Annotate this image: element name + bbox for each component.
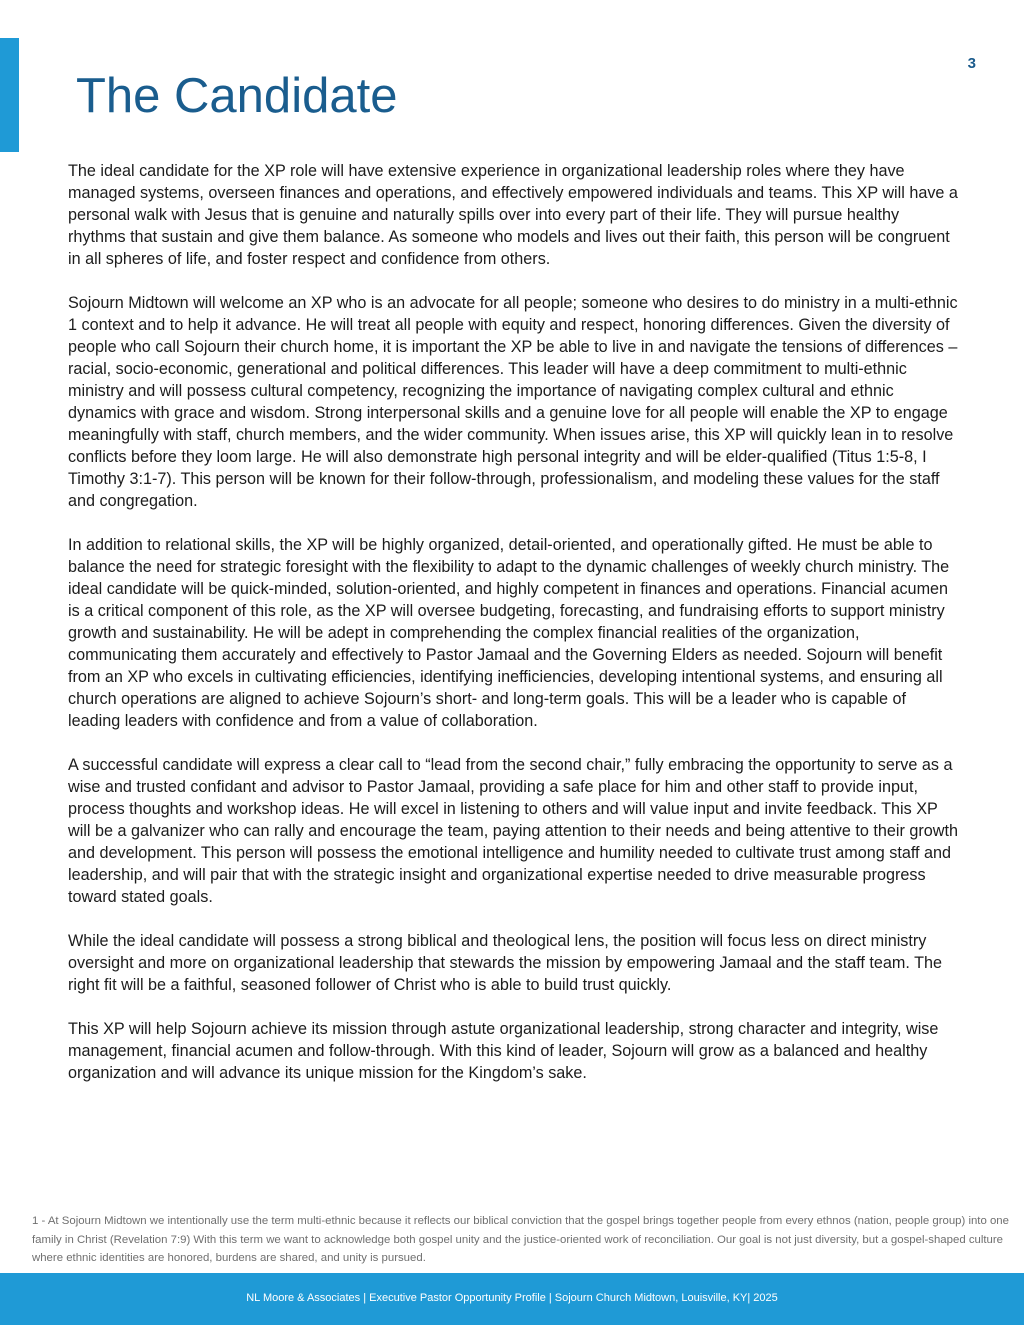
paragraph-mission: This XP will help Sojourn achieve its mission through astute organizational leadership, strong character and integrity, wise management, financial acumen and follow-through. With this kind of leader, Sojourn will grow as a balanced and healthy organization and will advance its unique mission for the Kingdom’s sake. (68, 1020, 939, 1082)
body-content (68, 160, 960, 1106)
footnote: 1 - At Sojourn Midtown we intentionally use the term multi-ethnic because it reflects our biblical conviction that the gospel brings together people from every ethnos (nation, people group) into one family in Christ (Revelation 7:9) With this term we want to acknowledge both gospel unity and the justice-oriented work of reconciliation. Our goal is not just diversity, but a gospel-shaped culture where ethnic identities are honored, burdens are shared, and unity is pursued. (32, 1215, 1009, 1264)
paragraph-second-chair: A successful candidate will express a clear call to “lead from the second chair,” fully embracing the opportunity to serve as a wise and trusted confidant and advisor to Pastor Jamaal, providing a safe place for him and other staff to provide input, process thoughts and workshop ideas. He will excel in listening to others and will value input and invite feedback. This XP will be a galvanizer who can rally and encourage the team, paying attention to their needs and being attentive to their growth and development. This person will possess the emotional intelligence and humility needed to cultivate trust among staff and leadership, and will pair that with the strategic insight and organizational expertise needed to drive measurable progress toward stated goals. (68, 756, 958, 906)
paragraph-operations: In addition to relational skills, the XP will be highly organized, detail-oriented, and operationally gifted. He must be able to balance the need for strategic foresight with the flexibility to adapt to the dynamic challenges of weekly church ministry. The ideal candidate will be quick-minded, solution-oriented, and highly competent in finances and operations. Financial acumen is a critical component of this role, as the XP will oversee budgeting, forecasting, and fundraising efforts to support ministry growth and sustainability. He will be adept in comprehending the complex financial realities of the organization, communicating them accurately and effectively to Pastor Jamaal and the Governing Elders as needed. Sojourn will benefit from an XP who excels in cultivating efficiencies, identifying inefficiencies, developing intentional systems, and ensuring all church operations are aligned to achieve Sojourn’s short- and long-term goals. This will be a leader who is capable of leading leaders with confidence and from a value of collaboration. (68, 536, 950, 730)
paragraph-focus: While the ideal candidate will possess a strong biblical and theological lens, the position will focus less on direct ministry oversight and more on organizational leadership that stewards the mission by empowering Jamaal and the staff team. The right fit will be a faithful, seasoned follower of Christ who is able to build trust quickly. (68, 932, 943, 994)
accent-bar (0, 38, 19, 152)
footer-text: NL Moore & Associates | Executive Pastor Opportunity Profile | Sojourn Church Midtown, Louisville, KY| 2025 (246, 1292, 778, 1304)
page-title: The Candidate (76, 69, 398, 123)
paragraph-advocacy: Sojourn Midtown will welcome an XP who is an advocate for all people; someone who desires to do ministry in a multi-ethnic 1 context and to help it advance. He will treat all people with equity and respect, honoring differences. Given the diversity of people who call Sojourn their church home, it is important the XP be able to live in and navigate the tensions of differences – racial, socio-economic, generational and political differences. This leader will have a deep commitment to multi-ethnic ministry and will possess cultural competency, recognizing the importance of navigating complex cultural and ethnic dynamics with grace and wisdom. Strong interpersonal skills and a genuine love for all people will enable the XP to engage meaningfully with staff, church members, and the wider community. When issues arise, this XP will quickly lean in to resolve conflicts before they loom large. He will also demonstrate high personal integrity and will be elder-qualified (Titus 1:5-8, I Timothy 3:1-7). This person will be known for their follow-through, professionalism, and modeling these values for the staff and congregation. (68, 294, 958, 510)
paragraph-experience: The ideal candidate for the XP role will have extensive experience in organizational leadership roles where they have managed systems, overseen finances and operations, and effectively empowered individuals and teams. This XP will have a personal walk with Jesus that is genuine and naturally spills over into every part of their life. They will pursue healthy rhythms that sustain and give them balance. As someone who models and lives out their faith, this person will be congruent in all spheres of life, and foster respect and confidence from others. (68, 162, 958, 268)
page-number: 3 (967, 55, 976, 72)
footer-band (0, 1273, 1024, 1325)
